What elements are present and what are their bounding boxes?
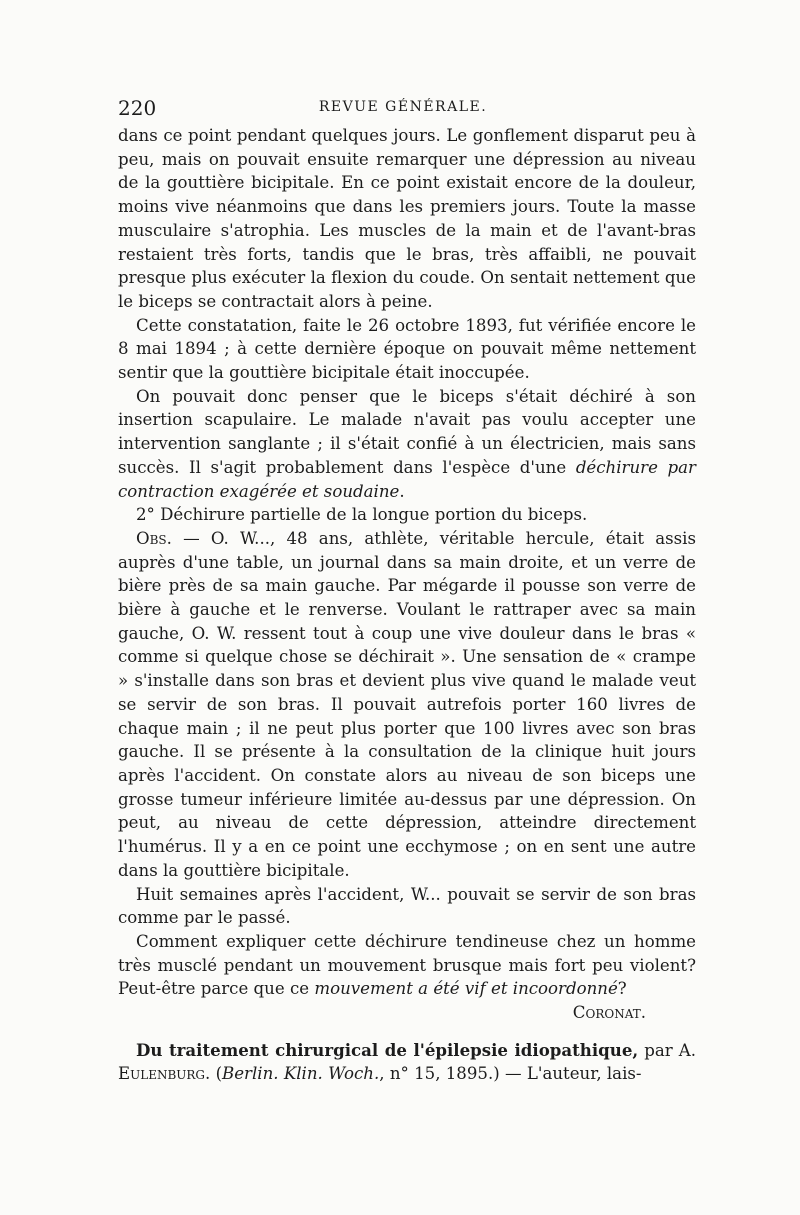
next-article-title: Du traitement chirurgical de l'épilepsie idiopathique, <box>136 1039 639 1060</box>
paragraph-continuation: dans ce point pendant quelques jours. Le gonflement disparut peu à peu, mais on pouvait ensuite remarquer une dépression au niveau de la gouttière bicipitale. En ce point existait encore de la douleur, moins vive néanmoins que dans les premiers jours. Toute la masse musculaire s'atrophia. Les muscles de la main et de l'avant-bras restaient très forts, tandis que le bras, très affaibli, ne pouvait presque plus exécuter la flexion du coude. On sentait nettement que le biceps se contractait alors à peine. <box>118 126 696 311</box>
paragraph-recovery: Huit semaines après l'accident, W... pouvait se servir de son bras comme par le passé. <box>118 884 696 928</box>
spacer <box>118 1025 696 1039</box>
ref-open: ( <box>210 1064 223 1084</box>
article-body <box>118 124 696 1086</box>
observation-paragraph <box>118 527 696 883</box>
diagnosis-end: . <box>399 481 405 501</box>
author-signature: Coronat. <box>572 1003 646 1023</box>
next-article-by: par <box>638 1040 679 1060</box>
explanation-italic: mouvement a été vif et incoordonné <box>314 979 618 999</box>
next-article-intro <box>118 1039 696 1086</box>
next-article-author: A. Eulenburg. <box>118 1040 696 1084</box>
ref-close: , n° 15, 1895.) — L'auteur, lais- <box>379 1064 642 1084</box>
running-title: REVUE GÉNÉRALE. <box>318 99 488 115</box>
diagnosis-italic: déchirure par contraction exagérée et soudaine <box>118 457 696 501</box>
journal-name: Berlin. Klin. Woch. <box>222 1064 380 1084</box>
explanation-end: ? <box>617 979 627 999</box>
observation-text: — O. W..., 48 ans, athlète, véritable hercule, était assis auprès d'une table, un journal dans sa main droite, et un verre de bière près de sa main gauche. Par mégarde il pousse son verre de bière à gauche et le renverse. Voulant le rattraper avec sa main gauche, O. W. ressent tout à coup une vive douleur dans le bras « comme si quelque chose se déchirait ». Une sensation de « crampe » s'installe dans son bras et devient plus vive quand le malade veut se servir de son bras. Il pouvait autrefois porter 160 livres de chaque main ; il ne peut plus porter que 100 livres avec son bras gauche. Il se présente à la consultation de la clinique huit jours après l'accident. On constate alors au niveau de son biceps une grosse tumeur inférieure limitée au-dessus par une dépression. On peut, au niveau de cette dépression, atteindre directement l'humérus. Il y a en ce point une ecchymose ; on en sent une autre dans la gouttière bicipitale. <box>118 528 696 880</box>
section-heading: 2° Déchirure partielle de la longue portion du biceps. <box>136 505 588 525</box>
page-number: 220 <box>118 96 157 120</box>
explanation-text: Comment expliquer cette déchirure tendineuse chez un homme très musclé pendant un mouvement brusque mais fort peu violent? Peut-être parce que ce <box>118 931 696 999</box>
paragraph-explanation <box>118 930 696 1001</box>
page-header <box>118 96 688 126</box>
paragraph-verification: Cette constatation, faite le 26 octobre 1893, fut vérifiée encore le 8 mai 1894 ; à cette dernière époque on pouvait même nettement sentir que la gouttière bicipitale était inoccupée. <box>118 315 696 383</box>
diagnosis-text: On pouvait donc penser que le biceps s'était déchiré à son insertion scapulaire. Le malade n'avait pas voulu accepter une intervention sanglante ; il s'était confié à un électricien, mais sans succès. Il s'agit probablement dans l'espèce d'une <box>118 386 696 477</box>
observation-label: Obs. <box>136 528 172 548</box>
paragraph-diagnosis <box>118 385 696 504</box>
